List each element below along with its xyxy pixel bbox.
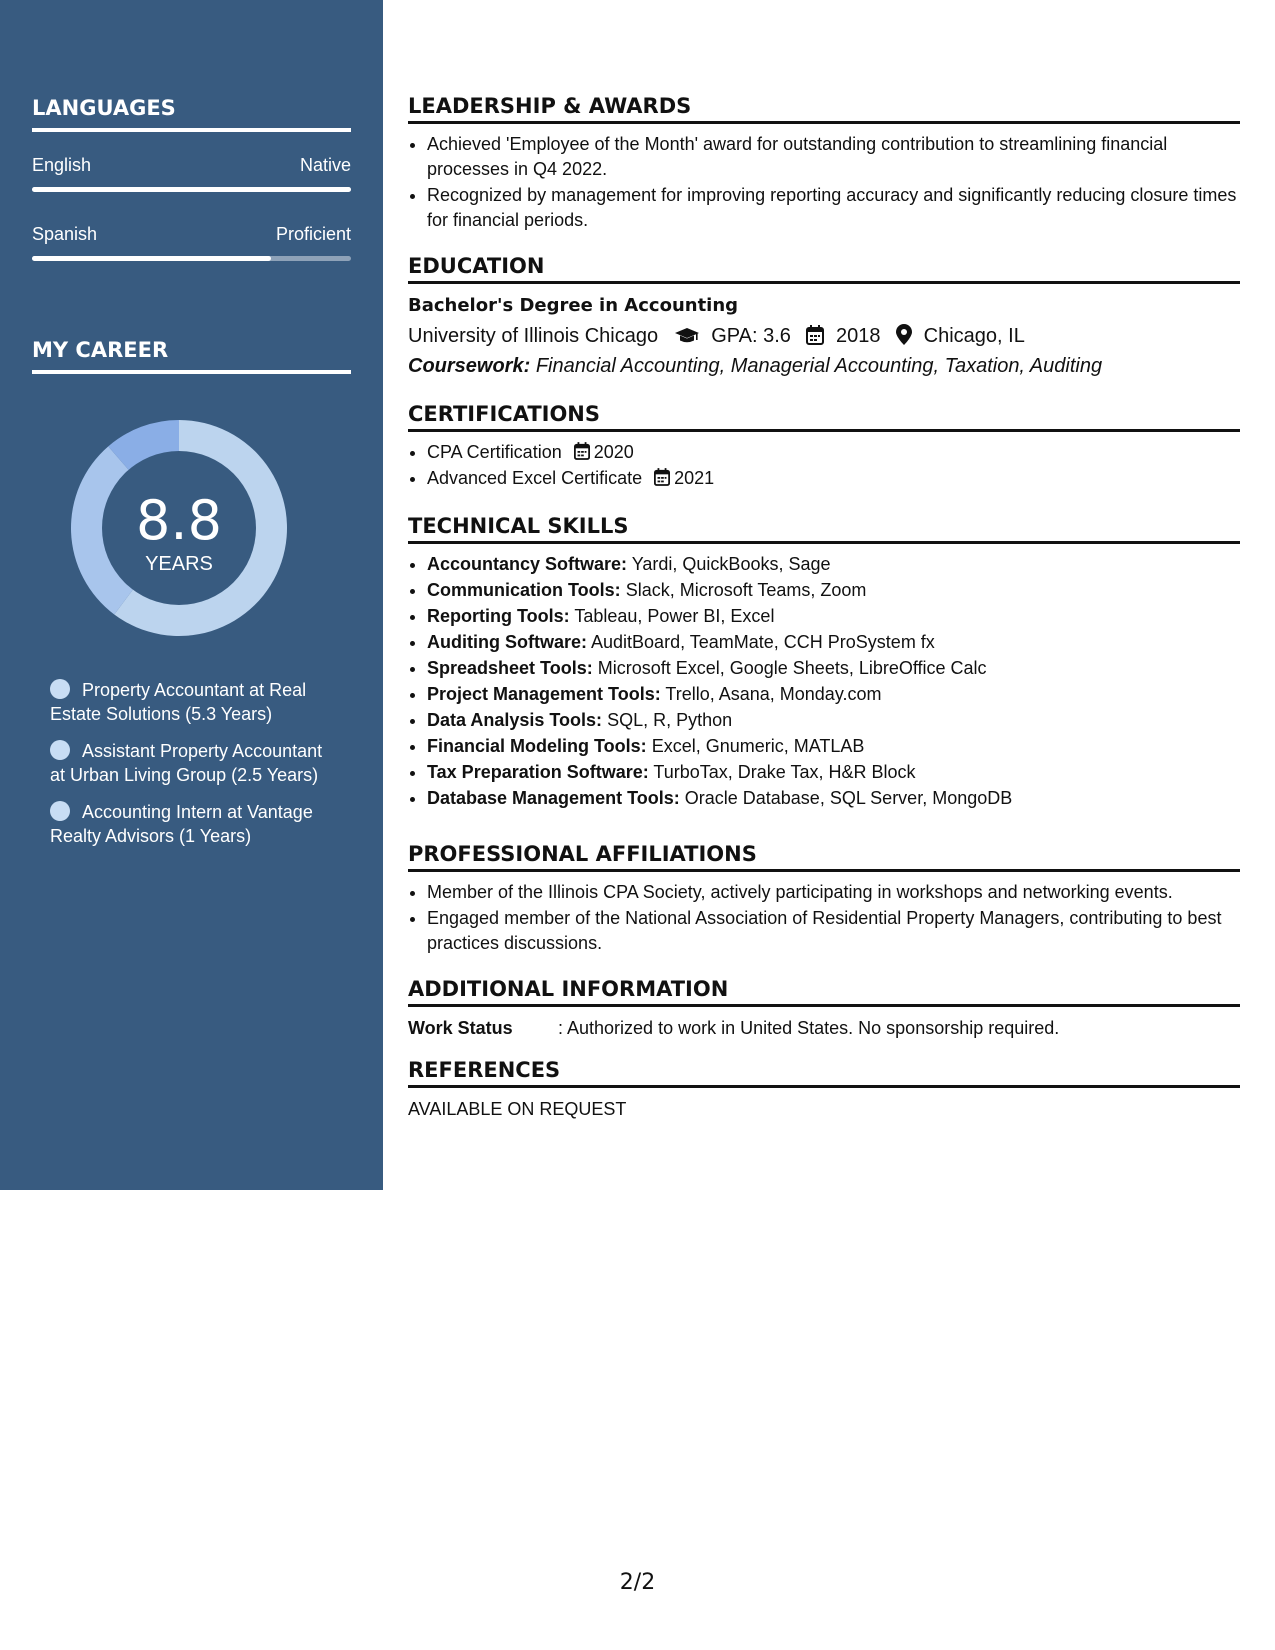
skill-label: Reporting Tools: (427, 606, 570, 626)
skill-label: Communication Tools: (427, 580, 621, 600)
language-name: English (32, 155, 92, 175)
education-section (408, 254, 1240, 380)
section-heading: ADDITIONAL INFORMATION (408, 977, 1240, 1007)
career-dot-icon (50, 679, 70, 699)
skill-label: Tax Preparation Software: (427, 762, 649, 782)
skill-item (427, 552, 1240, 577)
section-heading: REFERENCES (408, 1058, 1240, 1088)
career-item-label: Property Accountant at Real Estate Solutions (5.3 Years) (50, 680, 307, 724)
additional-information-section (408, 977, 1240, 1041)
skill-value: AuditBoard, TeamMate, CCH ProSystem fx (591, 632, 935, 652)
skill-value: Excel, Gnumeric, MATLAB (651, 736, 865, 756)
career-item (50, 739, 340, 787)
school-name: University of Illinois Chicago (408, 325, 659, 347)
skill-value: Oracle Database, SQL Server, MongoDB (684, 788, 1013, 808)
languages-heading: LANGUAGES (32, 96, 351, 132)
skill-item (427, 578, 1240, 603)
certification-item (427, 466, 1240, 491)
skill-item (427, 786, 1240, 811)
skill-label: Auditing Software: (427, 632, 587, 652)
skill-label: Database Management Tools: (427, 788, 680, 808)
section-heading: LEADERSHIP & AWARDS (408, 94, 1240, 124)
coursework-label: Coursework: (408, 355, 531, 377)
technical-skills-section (408, 514, 1240, 812)
career-item (50, 800, 340, 848)
section-heading: PROFESSIONAL AFFILIATIONS (408, 842, 1240, 872)
coursework (408, 352, 1240, 380)
language-level: Proficient (275, 224, 351, 244)
language-bar (32, 187, 351, 192)
skill-value: Yardi, QuickBooks, Sage (631, 554, 831, 574)
certification-name: Advanced Excel Certificate (427, 468, 643, 488)
calendar-icon (574, 442, 590, 460)
list-item: • Achieved 'Employee of the Month' award for outstanding contribution to streamlining financial processes in Q4 2022. (427, 132, 1240, 182)
calendar-icon (654, 468, 670, 486)
leadership-section (408, 94, 1240, 234)
school-location: Chicago, IL (923, 325, 1025, 347)
language-name: Spanish (32, 224, 98, 244)
list-item: • Member of the Illinois CPA Society, actively participating in workshops and networking events. (427, 880, 1240, 905)
language-bar (32, 256, 351, 261)
location-pin-icon (896, 324, 912, 345)
certification-year: 2021 (674, 468, 715, 488)
career-total-unit: YEARS (145, 553, 213, 575)
career-item (50, 678, 340, 726)
career-dot-icon (50, 801, 70, 821)
list-item: • Recognized by management for improving reporting accuracy and significantly reducing closure times for financial periods. (427, 183, 1240, 233)
certification-name: CPA Certification (427, 442, 562, 462)
skill-label: Project Management Tools: (427, 684, 661, 704)
skill-item (427, 708, 1240, 733)
graduation-year: 2018 (836, 325, 881, 347)
skill-label: Data Analysis Tools: (427, 710, 603, 730)
section-heading: CERTIFICATIONS (408, 402, 1240, 432)
affiliations-section (408, 842, 1240, 957)
language-level: Native (299, 155, 351, 175)
work-status-label: Work Status (408, 1018, 513, 1038)
education-details (408, 320, 1240, 352)
section-heading: TECHNICAL SKILLS (408, 514, 1240, 544)
skill-label: Financial Modeling Tools: (427, 736, 647, 756)
language-bar-fill (32, 187, 351, 192)
skill-item (427, 682, 1240, 707)
career-dot-icon (50, 740, 70, 760)
work-status-value: : Authorized to work in United States. No sponsorship required. (558, 1018, 1060, 1038)
skill-label: Spreadsheet Tools: (427, 658, 593, 678)
skill-item (427, 630, 1240, 655)
references-text: AVAILABLE ON REQUEST (408, 1099, 627, 1119)
career-donut-chart (66, 415, 292, 641)
skill-value: Tableau, Power BI, Excel (574, 606, 775, 626)
gpa: GPA: 3.6 (711, 325, 791, 347)
calendar-icon (806, 325, 824, 345)
certifications-section (408, 402, 1240, 492)
skill-item (427, 734, 1240, 759)
certification-year: 2020 (593, 442, 634, 462)
career-item-label: Assistant Property Accountant at Urban Living Group (2.5 Years) (50, 741, 323, 785)
skill-value: Microsoft Excel, Google Sheets, LibreOffice Calc (597, 658, 987, 678)
skill-value: Trello, Asana, Monday.com (665, 684, 882, 704)
career-total-value: 8.8 (136, 489, 222, 552)
section-heading: EDUCATION (408, 254, 1240, 284)
graduation-cap-icon (674, 327, 700, 345)
career-heading: MY CAREER (32, 338, 351, 374)
skill-item (427, 604, 1240, 629)
career-list (50, 678, 340, 861)
skill-label: Accountancy Software: (427, 554, 628, 574)
language-bar-fill (32, 256, 271, 261)
skill-value: Slack, Microsoft Teams, Zoom (625, 580, 867, 600)
skill-item (427, 656, 1240, 681)
sidebar (0, 0, 383, 1190)
career-item-label: Accounting Intern at Vantage Realty Advisors (1 Years) (50, 802, 313, 846)
page-number: 2/2 (619, 1570, 656, 1595)
references-section (408, 1058, 1240, 1122)
coursework-list: Financial Accounting, Managerial Accounting, Taxation, Auditing (535, 355, 1103, 377)
list-item: • Engaged member of the National Association of Residential Property Managers, contributing to best practices discussions. (427, 906, 1240, 956)
work-status (408, 1015, 1240, 1041)
certification-item (427, 440, 1240, 465)
skill-value: SQL, R, Python (607, 710, 733, 730)
skill-value: TurboTax, Drake Tax, H&R Block (653, 762, 916, 782)
degree-title: Bachelor's Degree in Accounting (408, 295, 739, 316)
skill-item (427, 760, 1240, 785)
